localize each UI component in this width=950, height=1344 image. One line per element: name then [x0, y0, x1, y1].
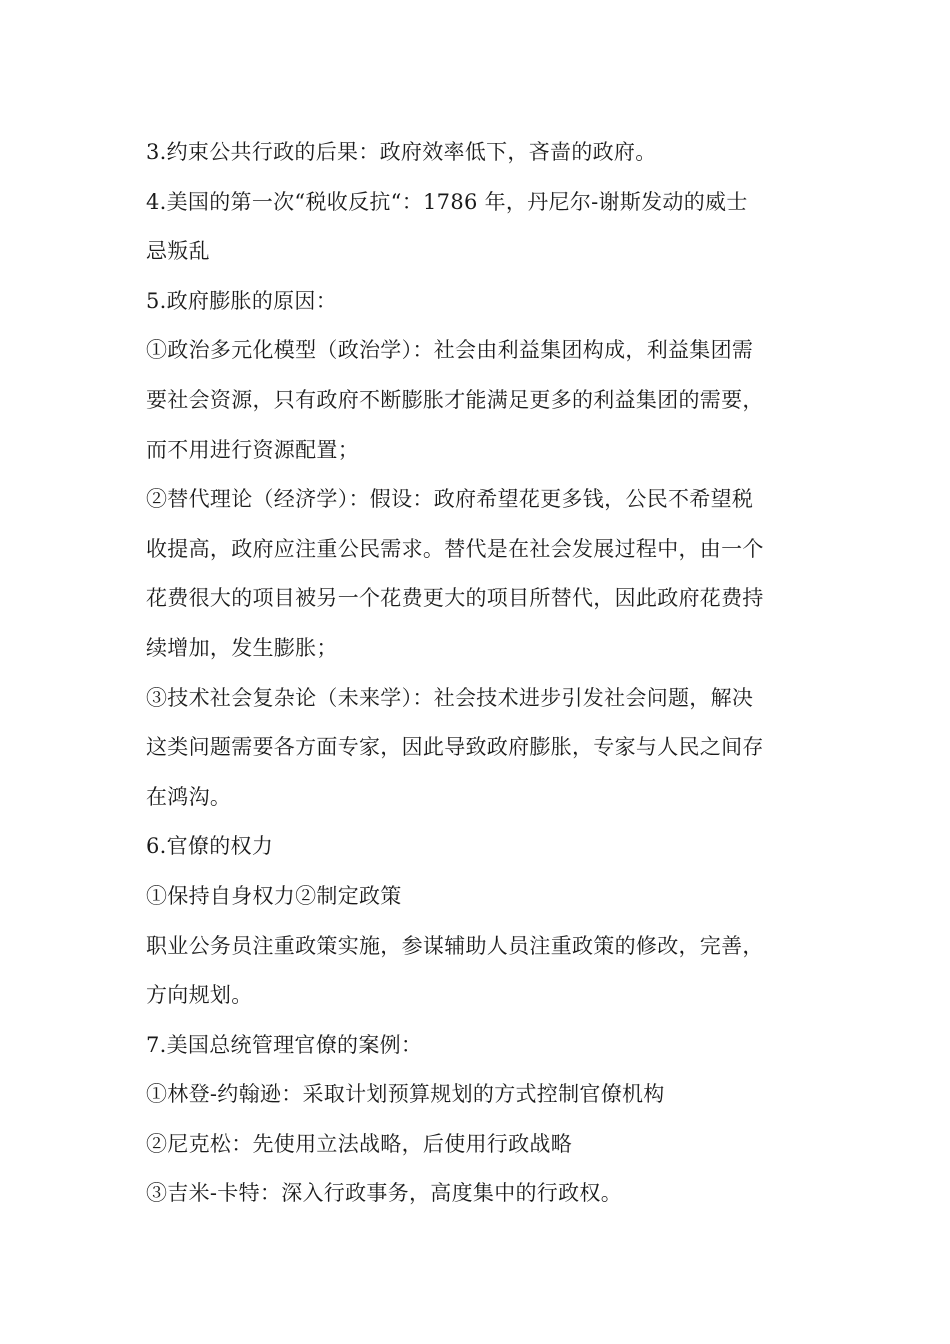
text-line: 6.官僚的权力	[146, 834, 274, 859]
text-line: ①保持自身权力②制定政策	[146, 883, 402, 908]
text-line: 收提高，政府应注重公民需求。替代是在社会发展过程中，由一个	[146, 536, 764, 561]
text-line: ②尼克松：先使用立法战略，后使用行政战略	[146, 1131, 572, 1156]
text-line: 在鸿沟。	[146, 784, 232, 809]
text-line: 花费很大的项目被另一个花费更大的项目所替代，因此政府花费持	[146, 586, 764, 611]
text-line: 而不用进行资源配置；	[146, 437, 359, 462]
text-line: 7.美国总统管理官僚的案例：	[146, 1032, 423, 1057]
text-line: 4.美国的第一次“税收反抗“：1786 年，丹尼尔-谢斯发动的威士	[146, 189, 748, 214]
text-line: 忌叛乱	[146, 239, 210, 264]
text-line: 5.政府膨胀的原因：	[146, 288, 338, 313]
text-line: 要社会资源，只有政府不断膨胀才能满足更多的利益集团的需要，	[146, 387, 764, 412]
text-line: ①政治多元化模型（政治学）：社会由利益集团构成，利益集团需	[146, 338, 754, 363]
text-line: ②替代理论（经济学）：假设：政府希望花更多钱，公民不希望税	[146, 487, 754, 512]
text-line: 这类问题需要各方面专家，因此导致政府膨胀，专家与人民之间存	[146, 735, 764, 760]
text-line: 3.约束公共行政的后果：政府效率低下，吝啬的政府。	[146, 140, 657, 164]
text-line: ③技术社会复杂论（未来学）：社会技术进步引发社会问题，解决	[146, 685, 754, 710]
text-line: 续增加，发生膨胀；	[146, 635, 338, 660]
document-body	[146, 128, 826, 1219]
text-line: 职业公务员注重政策实施，参谋辅助人员注重政策的修改，完善，	[146, 933, 764, 958]
text-line: ③吉米-卡特：深入行政事务，高度集中的行政权。	[146, 1181, 622, 1206]
text-line: 方向规划。	[146, 983, 253, 1008]
text-line: ①林登-约翰逊：采取计划预算规划的方式控制官僚机构	[146, 1082, 665, 1107]
